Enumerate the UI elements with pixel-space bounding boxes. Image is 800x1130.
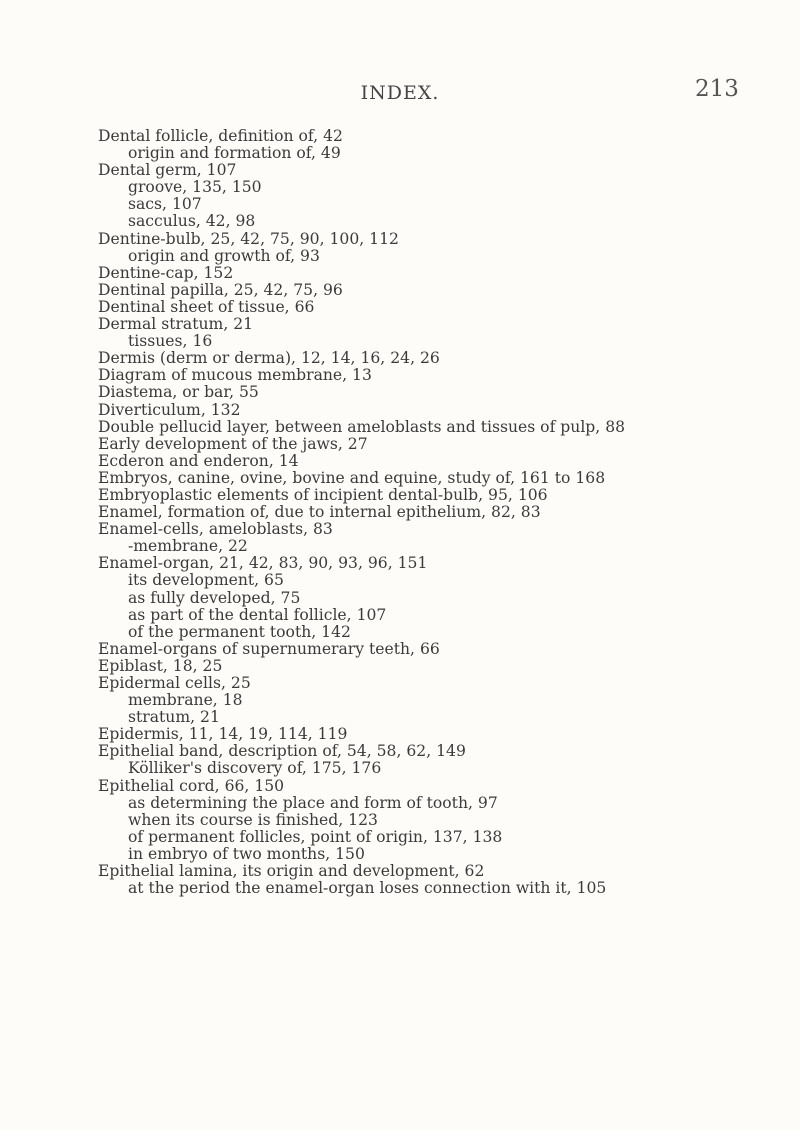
index-entry: Double pellucid layer, between ameloblasts and tissues of pulp, 88 [98,417,626,436]
index-entry: Diagram of mucous membrane, 13 [98,366,372,385]
index-subentry: as part of the dental follicle, 107 [128,605,387,624]
index-entry: Epithelial band, description of, 54, 58, 62, 149 [98,742,466,761]
index-list [98,128,688,897]
index-entry: Embryoplastic elements of incipient dental-bulb, 95, 106 [98,485,548,504]
index-entry: Diverticulum, 132 [98,400,241,419]
index-subentry: origin and growth of, 93 [128,246,320,265]
index-entry: Epiblast, 18, 25 [98,656,223,675]
index-entry: Dermal stratum, 21 [98,315,254,334]
index-entry: Dentinal papilla, 25, 42, 75, 96 [98,280,343,299]
index-subentry: its development, 65 [128,571,284,590]
index-entry: Early development of the jaws, 27 [98,434,368,453]
index-entry: Dermis (derm or derma), 12, 14, 16, 24, 26 [98,349,440,368]
page-number: 213 [695,76,739,102]
index-subentry: tissues, 16 [128,332,213,351]
index-entry: Enamel-organs of supernumerary teeth, 66 [98,639,440,658]
index-entry: Epithelial cord, 66, 150 [98,776,285,795]
index-subentry: -membrane, 22 [128,537,248,556]
index-subentry: when its course is finished, 123 [128,810,378,829]
index-subentry: in embryo of two months, 150 [128,844,365,863]
index-subentry: sacculus, 42, 98 [128,212,256,231]
index-entry: Dentinal sheet of tissue, 66 [98,297,315,316]
index-subentry: of the permanent tooth, 142 [128,622,351,641]
index-subentry: origin and formation of, 49 [128,144,341,163]
index-entry: Enamel, formation of, due to internal epithelium, 82, 83 [98,503,541,522]
index-subentry: at the period the enamel-organ loses connection with it, 105 [128,879,607,898]
index-entry: Enamel-cells, ameloblasts, 83 [98,520,333,539]
index-entry: Embryos, canine, ovine, bovine and equine, study of, 161 to 168 [98,468,606,487]
index-entry: Epidermal cells, 25 [98,674,251,692]
index-entry: Dental follicle, definition of, 42 [98,127,343,145]
index-entry: Dental germ, 107 [98,161,237,180]
index-entry: Epithelial lamina, its origin and development, 62 [98,862,485,881]
index-subentry: as fully developed, 75 [128,588,301,607]
index-subentry: stratum, 21 [128,708,220,727]
index-subentry: membrane, 18 [128,691,243,710]
index-subentry: Kölliker's discovery of, 175, 176 [128,759,382,778]
running-header-title: INDEX. [360,82,440,104]
index-subentry: groove, 135, 150 [128,178,262,197]
index-entry: Dentine-bulb, 25, 42, 75, 90, 100, 112 [98,229,399,248]
index-entry: Epidermis, 11, 14, 19, 114, 119 [98,725,348,744]
index-entry: Dentine-cap, 152 [98,263,234,282]
index-subentry: as determining the place and form of tooth, 97 [128,793,498,812]
index-entry: Ecderon and enderon, 14 [98,451,299,470]
index-subentry: of permanent follicles, point of origin, 137, 138 [128,827,503,846]
index-entry: Enamel-organ, 21, 42, 83, 90, 93, 96, 151 [98,554,428,573]
index-subentry: sacs, 107 [128,195,202,214]
index-entry: Diastema, or bar, 55 [98,383,259,402]
